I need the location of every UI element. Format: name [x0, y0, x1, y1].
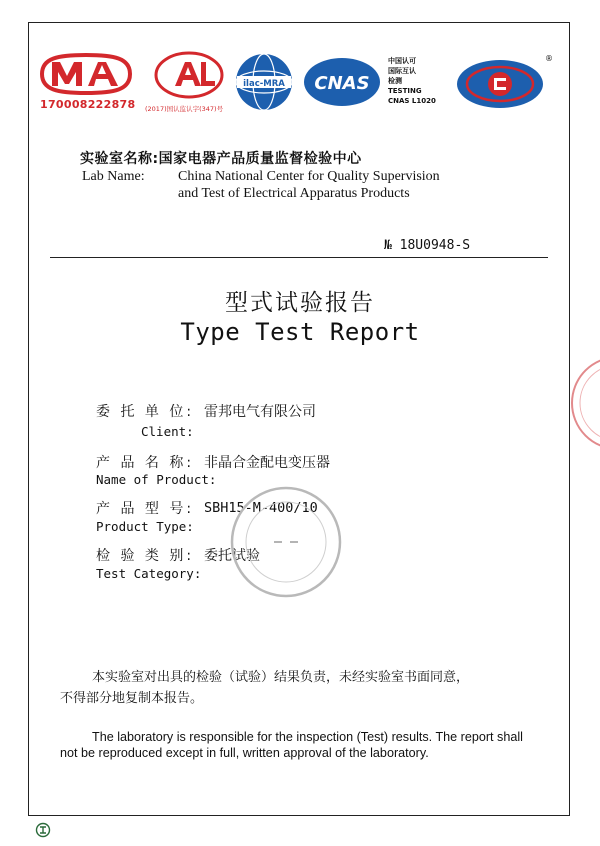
field-value-product-type: SBH15-M-400/10 — [204, 500, 318, 516]
stamp-seal — [228, 484, 344, 600]
inspection-stamp — [228, 484, 344, 600]
cnas-mark — [302, 56, 382, 108]
field-label-test-category-cn: 检 验 类 别: — [96, 548, 195, 564]
field-label-product-type-cn: 产 品 型 号: — [96, 501, 195, 517]
lab-label-en: Lab Name: — [82, 169, 145, 184]
notice-en-line1: The laboratory is responsible for the inspection (Test) results. The report shall — [92, 730, 523, 744]
lab-value-cn: 国家电器产品质量监督检验中心 — [158, 151, 362, 167]
lab-name-cn — [80, 148, 362, 168]
red-seal-edge — [568, 352, 600, 454]
cma-logo — [38, 52, 134, 110]
red-seal — [568, 352, 600, 454]
divider — [50, 257, 548, 258]
field-label-product-type-en: Product Type: — [96, 519, 194, 534]
field-value-test-category: 委托试验 — [204, 548, 260, 564]
cnas-logo — [302, 56, 382, 108]
cal-mark — [153, 50, 225, 100]
cnas-line: 中国认可 — [388, 57, 416, 65]
lab-label-cn: 实验室名称: — [80, 151, 159, 167]
svg-text:CNAS: CNAS — [314, 73, 370, 94]
notice-cn-line2: 不得部分地复制本报告。 — [60, 691, 204, 706]
cnas-line: TESTING — [388, 87, 422, 95]
field-label-product-name-cn: 产 品 名 称: — [96, 455, 195, 471]
lab-name-en-line2: and Test of Electrical Apparatus Products — [178, 186, 410, 201]
cma-number: 170008222878 — [40, 98, 136, 111]
title-en: Type Test Report — [180, 318, 420, 346]
lab-name-en-line1: China National Center for Quality Supervision — [178, 169, 440, 184]
field-label-client-en: Client: — [141, 424, 194, 439]
cal-logo — [147, 50, 233, 114]
field-value-product-name: 非晶合金配电变压器 — [204, 455, 330, 471]
field-label-client-cn: 委 托 单 位: — [96, 404, 195, 420]
cma-mark — [38, 52, 134, 96]
cnas-line: 检测 — [388, 77, 402, 85]
corner-mark-icon — [35, 822, 51, 838]
notice-en-line2: not be reproduced except in full, written approval of the laboratory. — [60, 746, 429, 760]
ilac-globe-icon — [233, 52, 295, 112]
field-label-product-name-en: Name of Product: — [96, 472, 217, 487]
cqc-mark — [455, 58, 545, 110]
field-label-test-category-en: Test Category: — [96, 566, 202, 581]
notice-cn-line1: 本实验室对出具的检验（试验）结果负责，未经实验室书面同意， — [92, 670, 470, 685]
ilac-mra-logo — [233, 52, 295, 112]
field-value-client: 雷邦电气有限公司 — [204, 404, 316, 420]
registered-mark: ® — [545, 54, 553, 63]
cnas-accreditation-text — [388, 56, 436, 106]
cnas-line: 国际互认 — [388, 67, 416, 75]
report-number: № 18U0948-S — [384, 238, 471, 253]
title-cn: 型式试验报告 — [225, 290, 375, 316]
cnas-line: CNAS L1020 — [388, 97, 436, 105]
cqc-logo — [455, 54, 553, 110]
svg-text:ilac-MRA: ilac-MRA — [243, 79, 285, 89]
cal-caption: (2017)国认监认字(347)号 — [145, 105, 224, 113]
